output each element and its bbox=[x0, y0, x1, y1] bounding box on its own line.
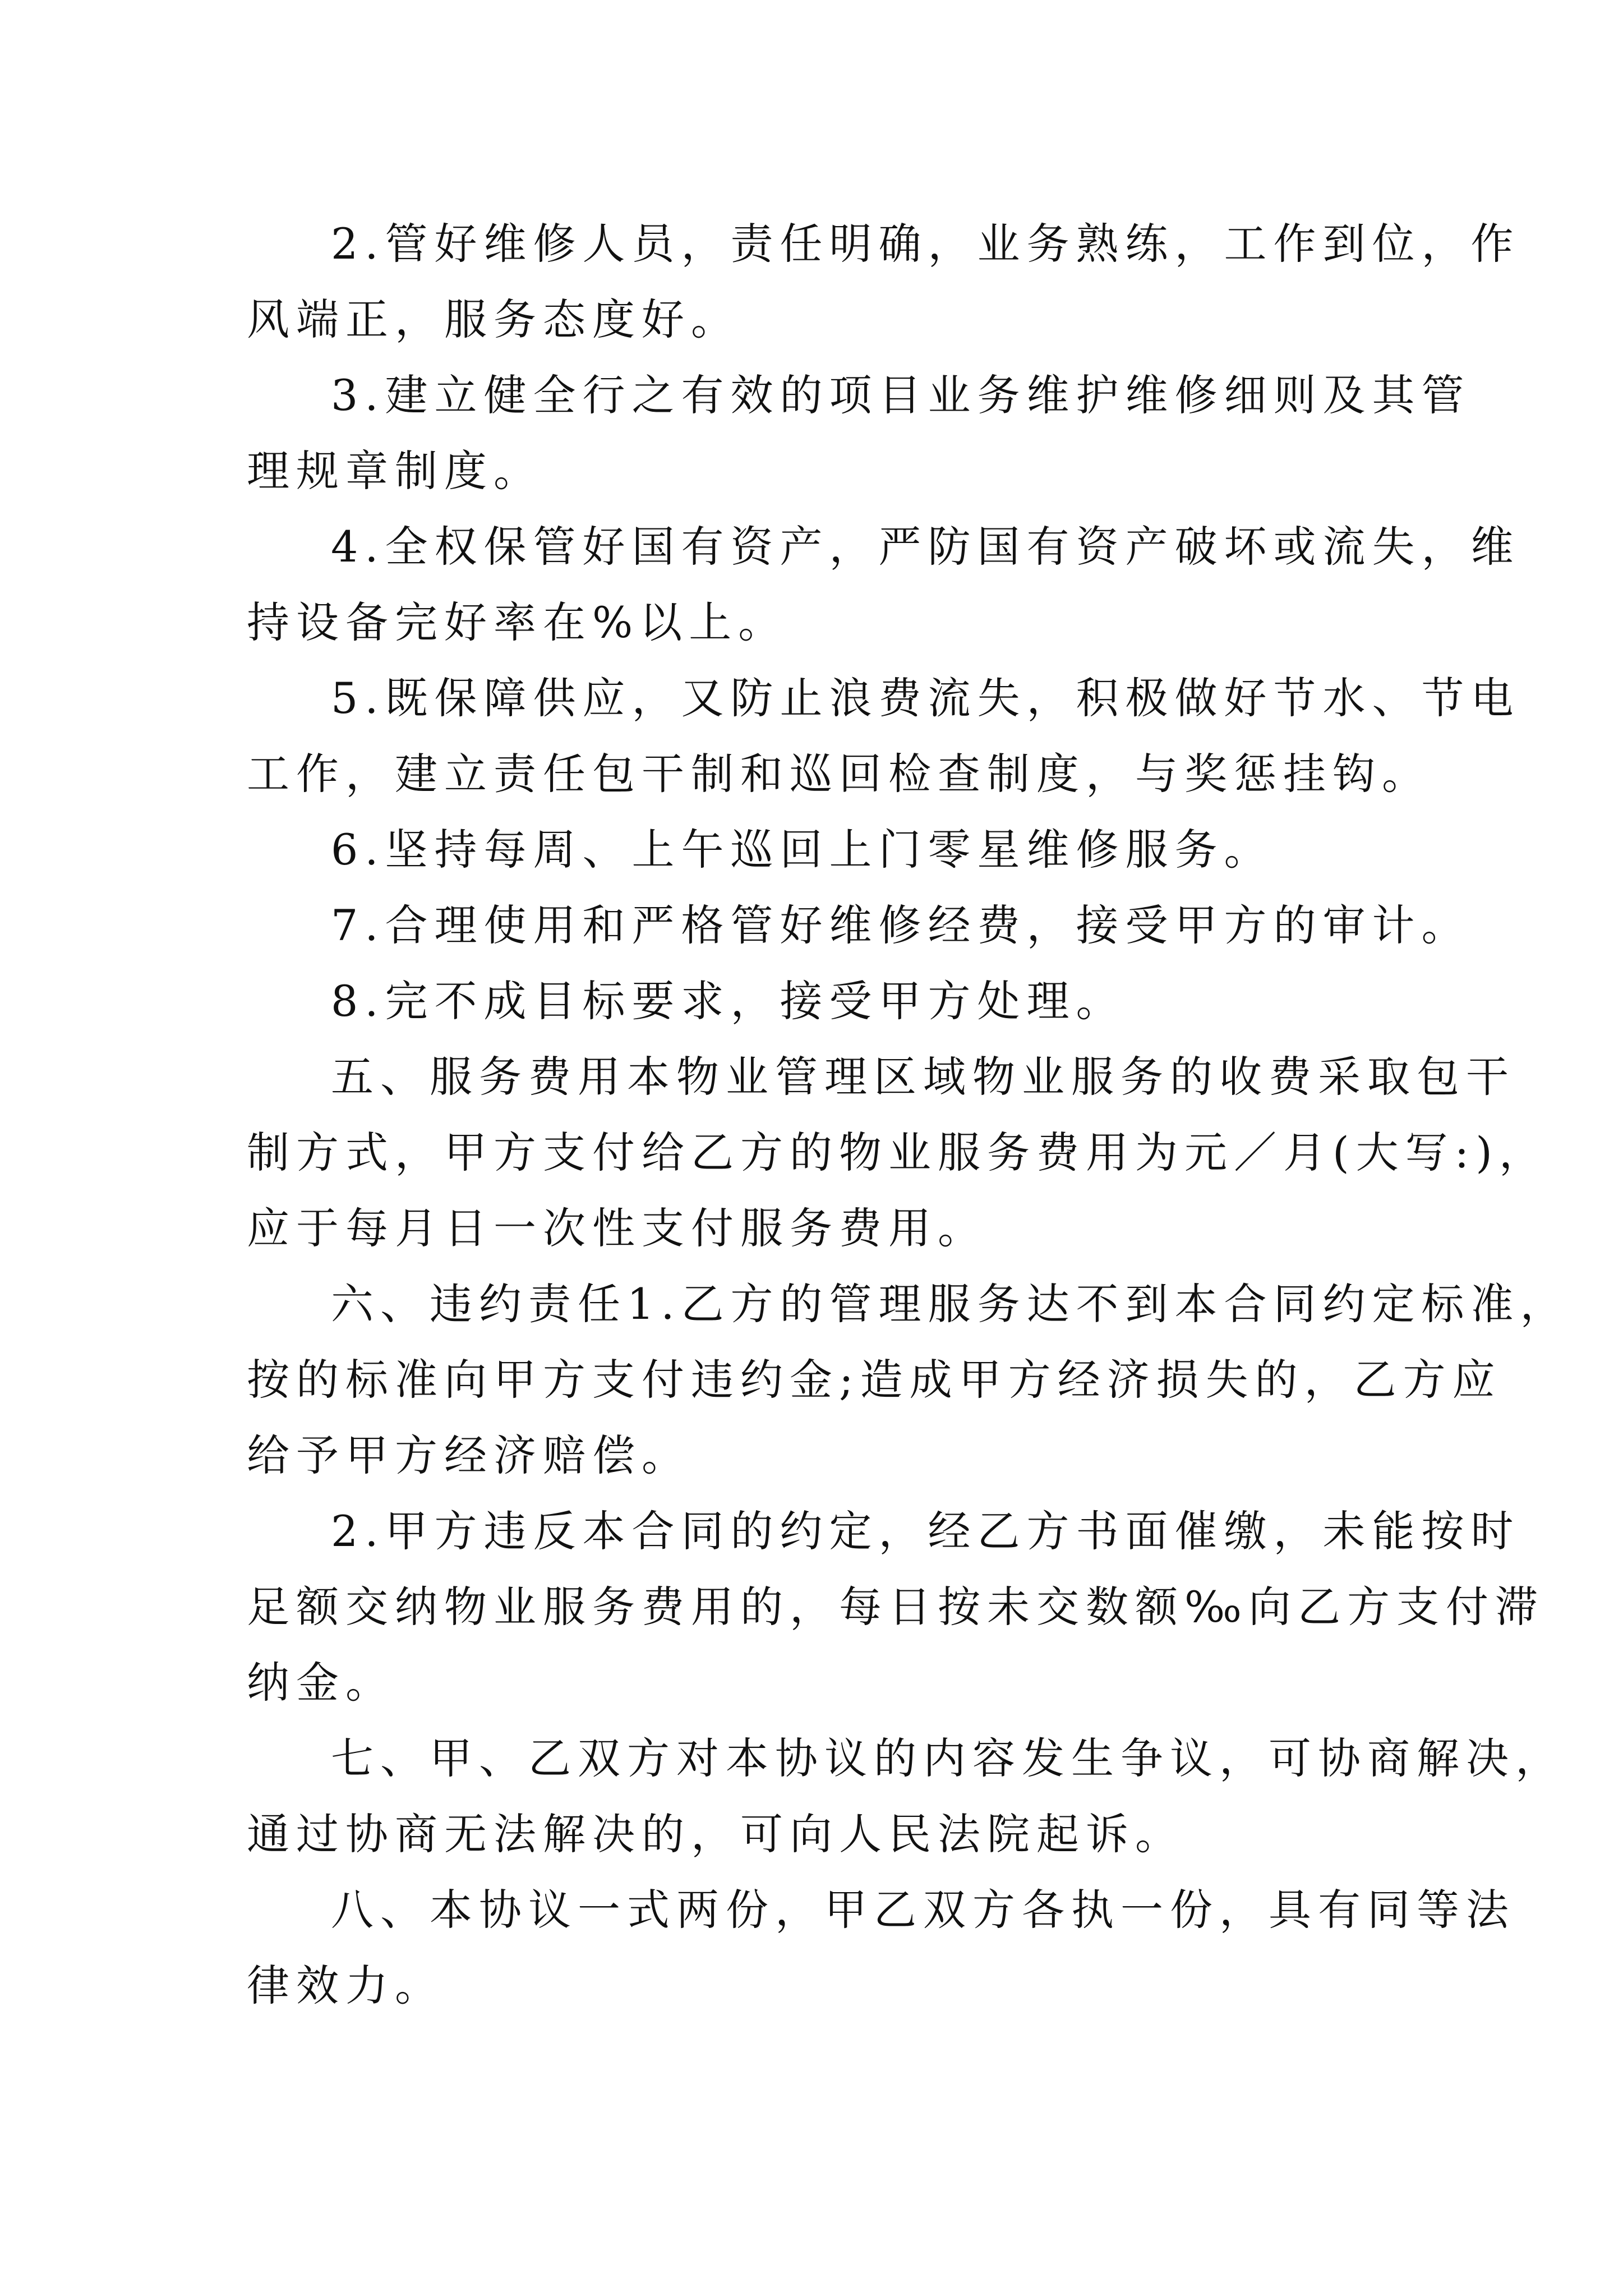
paragraph-line: 2.甲方违反本合同的约定，经乙方书面催缴，未能按时 bbox=[331, 1506, 1520, 1556]
paragraph-line: 给予甲方经济赔偿。 bbox=[247, 1430, 691, 1480]
paragraph-line: 7.合理使用和严格管好维修经费，接受甲方的审计。 bbox=[331, 900, 1471, 950]
paragraph-line: 八、本协议一式两份，甲乙双方各执一份，具有同等法 bbox=[331, 1885, 1515, 1935]
paragraph-line: 工作，建立责任包干制和巡回检查制度，与奖惩挂钩。 bbox=[247, 749, 1431, 799]
paragraph-line: 制方式，甲方支付给乙方的物业服务费用为元／月(大写:)， bbox=[247, 1128, 1548, 1177]
paragraph-line: 8.完不成目标要求，接受甲方处理。 bbox=[331, 976, 1126, 1026]
paragraph-line: 七、甲、乙双方对本协议的内容发生争议，可协商解决， bbox=[331, 1733, 1565, 1783]
paragraph-line: 纳金。 bbox=[247, 1658, 395, 1708]
paragraph-line: 理规章制度。 bbox=[247, 446, 543, 496]
paragraph-line: 风端正，服务态度好。 bbox=[247, 295, 740, 344]
paragraph-line: 6.坚持每周、上午巡回上门零星维修服务。 bbox=[331, 825, 1274, 875]
paragraph-line: 五、服务费用本物业管理区域物业服务的收费采取包干 bbox=[331, 1052, 1515, 1102]
paragraph-line: 足额交纳物业服务费用的，每日按未交数额‰向乙方支付滞 bbox=[247, 1582, 1544, 1632]
paragraph-line: 2.管好维修人员，责任明确，业务熟练，工作到位，作 bbox=[331, 219, 1520, 269]
paragraph-line: 六、违约责任1.乙方的管理服务达不到本合同约定标准， bbox=[331, 1279, 1570, 1329]
paragraph-line: 律效力。 bbox=[247, 1961, 444, 2010]
paragraph-line: 按的标准向甲方支付违约金;造成甲方经济损失的，乙方应 bbox=[247, 1355, 1502, 1405]
paragraph-line: 3.建立健全行之有效的项目业务维护维修细则及其管 bbox=[331, 370, 1471, 420]
paragraph-line: 应于每月日一次性支付服务费用。 bbox=[247, 1203, 987, 1253]
paragraph-line: 持设备完好率在%以上。 bbox=[247, 597, 788, 647]
paragraph-line: 4.全权保管好国有资产，严防国有资产破坏或流失，维 bbox=[331, 522, 1520, 572]
paragraph-line: 5.既保障供应，又防止浪费流失，积极做好节水、节电 bbox=[331, 673, 1520, 723]
paragraph-line: 通过协商无法解决的，可向人民法院起诉。 bbox=[247, 1809, 1184, 1859]
